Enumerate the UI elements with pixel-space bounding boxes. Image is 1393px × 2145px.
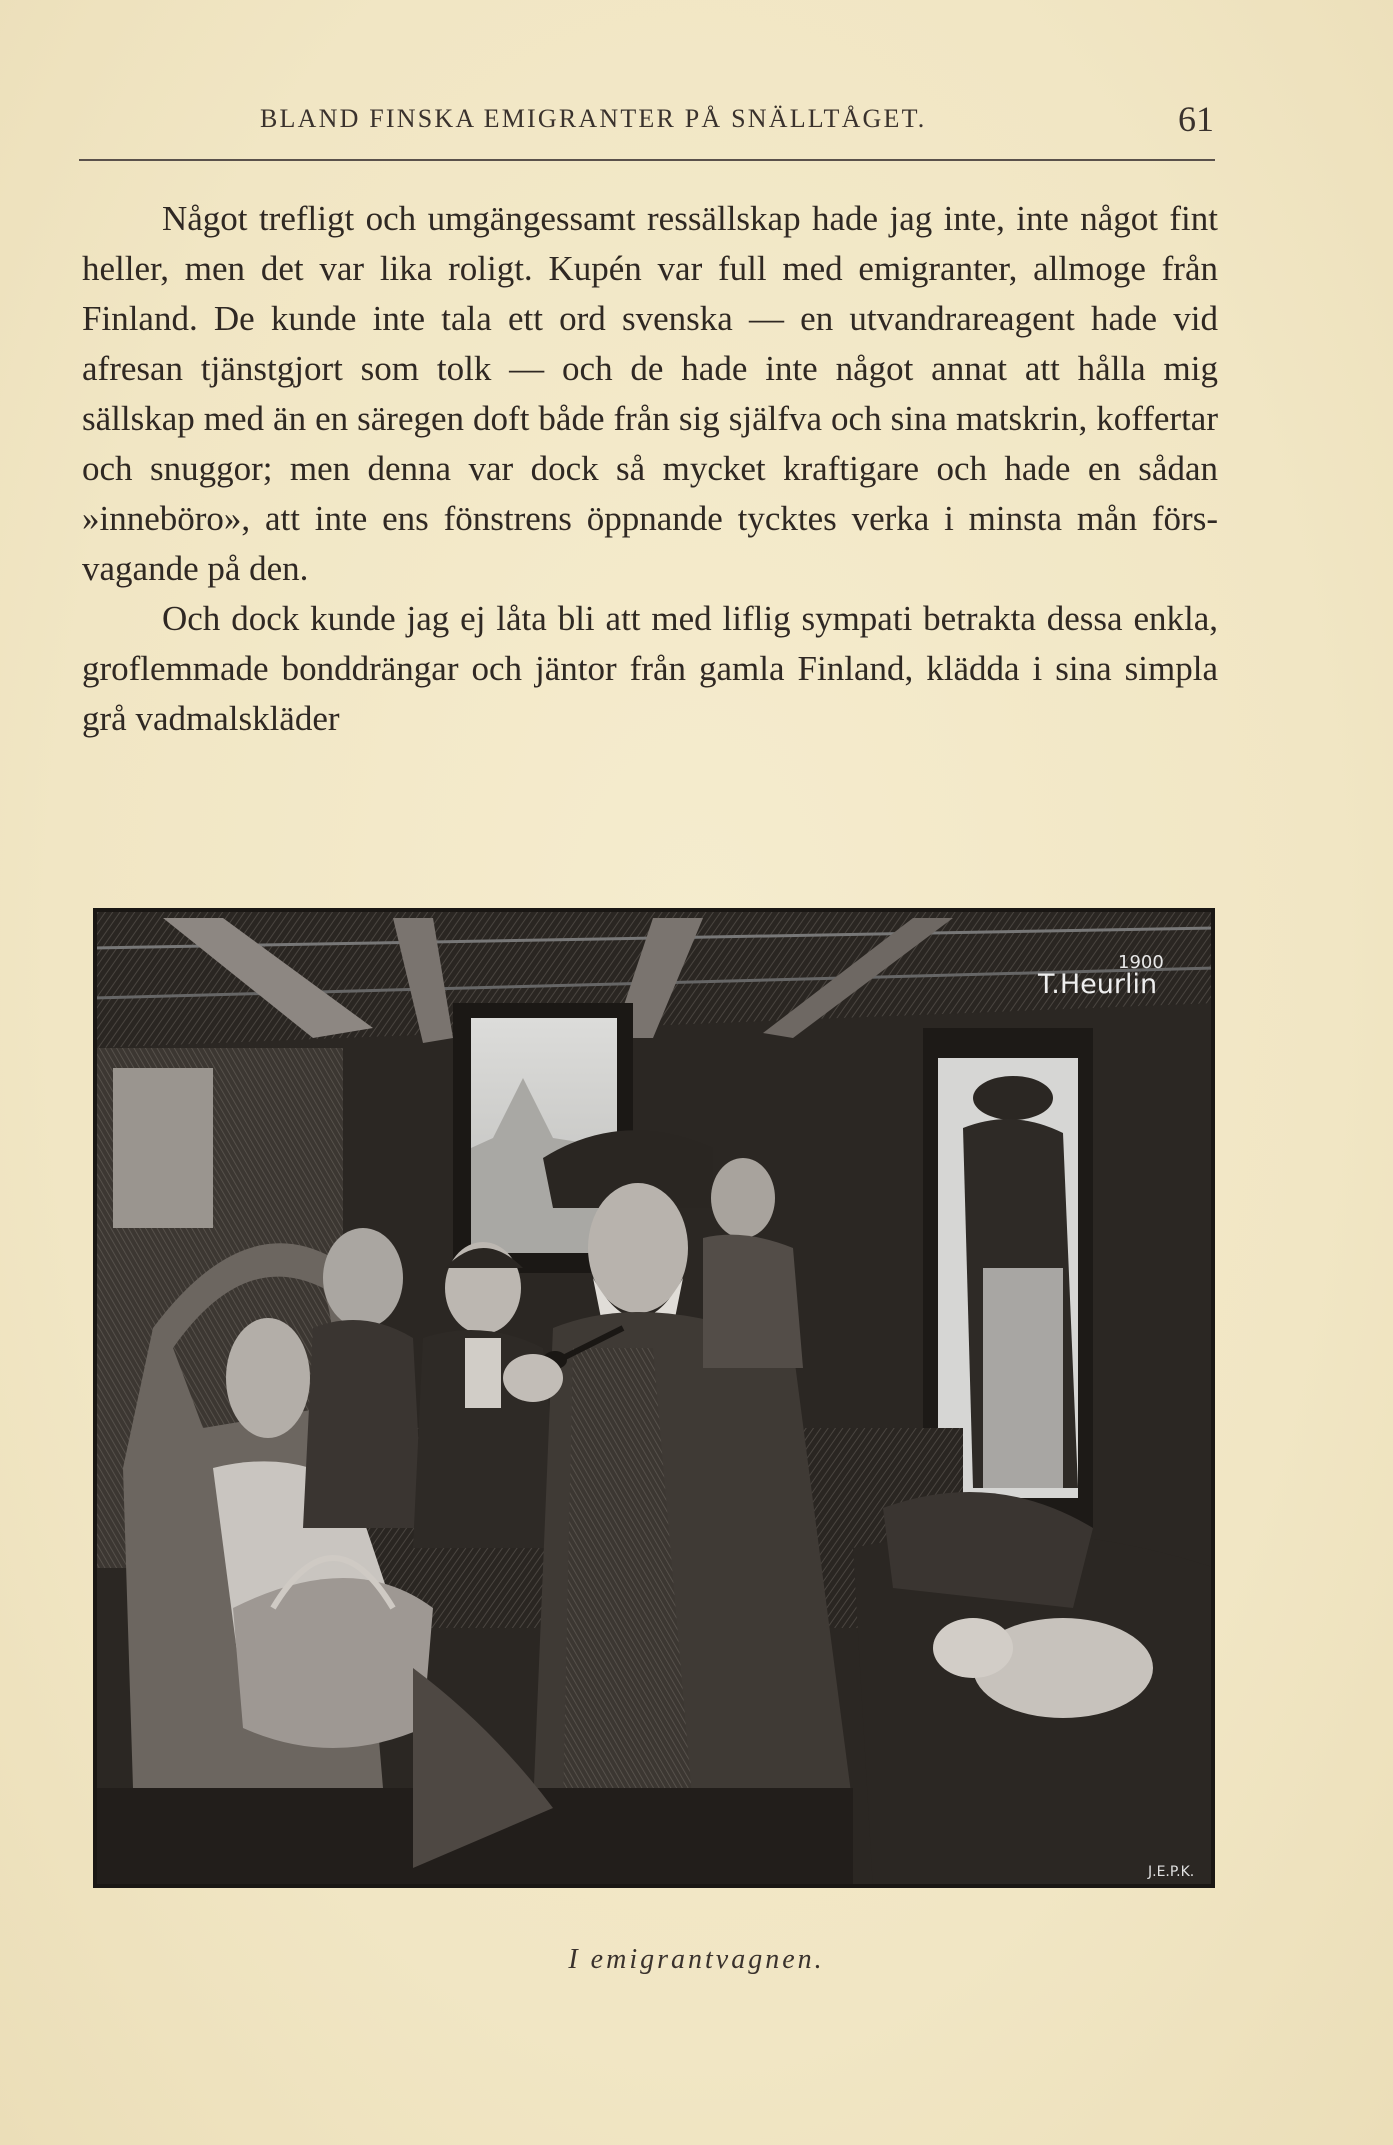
- running-title: BLAND FINSKA EMIGRANTER PÅ SNÄLLTÅGET.: [260, 104, 927, 133]
- illustration-drawing: [93, 908, 1215, 1888]
- page-number: 61: [1178, 99, 1214, 139]
- paragraph-2: Och dock kunde jag ej låta bli att med liflig sympati betrakta dessa enkla, groflemmade bonddrängar och jäntor från gamla Finland, klädda i sina simpla grå vadmalskläder: [82, 599, 1218, 738]
- body-text: [82, 194, 1218, 744]
- artist-signature: T.Heurlin: [1038, 969, 1158, 1000]
- header-rule: [79, 159, 1215, 161]
- figure-caption: I emigrantvagnen.: [568, 1944, 825, 1975]
- artist-year: 1900: [1118, 952, 1164, 973]
- paragraph-1: Något trefligt och umgängessamt ressällskap hade jag inte, inte något fint heller, men det var lika roligt. Kupén var full med emigranter, allmoge från Finland. De kunde inte tala ett ord svenska — en utvandrareagent hade vid afresan tjänstgjort som tolk — och de hade inte något annat att hålla mig sällskap med än en säregen doft både från sig själfva och sina matskrin, koffertar och snuggor; men denna var dock så mycket kraftigare och hade en sådan »inneböro», att inte ens fönstrens öppnande tycktes verka i minsta mån försvagande på den.: [82, 199, 1218, 588]
- engraver-mark: J.E.P.K.: [1148, 1864, 1195, 1880]
- running-head: [82, 98, 1214, 148]
- illustration-emigrant-car: [93, 908, 1215, 1888]
